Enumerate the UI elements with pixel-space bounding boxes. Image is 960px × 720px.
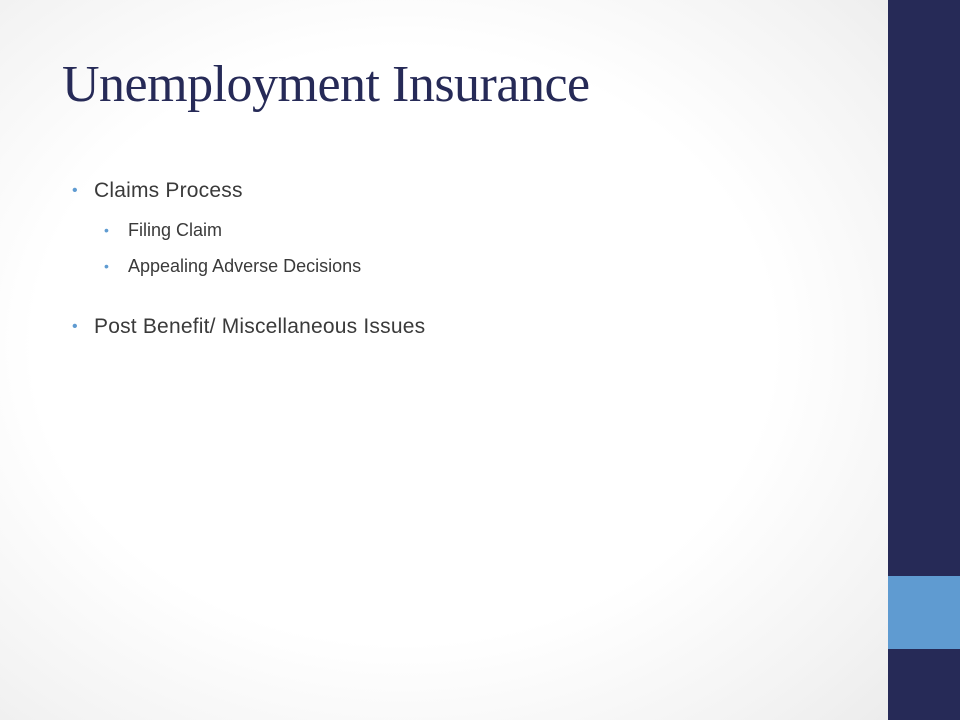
- bullet-spacer: [72, 284, 862, 310]
- sidebar-accent-block: [888, 576, 960, 649]
- sub-bullet-filing-claim: • Filing Claim: [72, 212, 862, 248]
- sub-bullet-appealing-decisions: • Appealing Adverse Decisions: [72, 248, 862, 284]
- bullet-list: [72, 174, 862, 344]
- bullet-claims-process: • Claims Process: [72, 174, 862, 208]
- bullet-post-benefit: • Post Benefit/ Miscellaneous Issues: [72, 310, 862, 344]
- sub-bullet-list: [72, 212, 862, 284]
- slide-title: Unemployment Insurance: [62, 56, 590, 113]
